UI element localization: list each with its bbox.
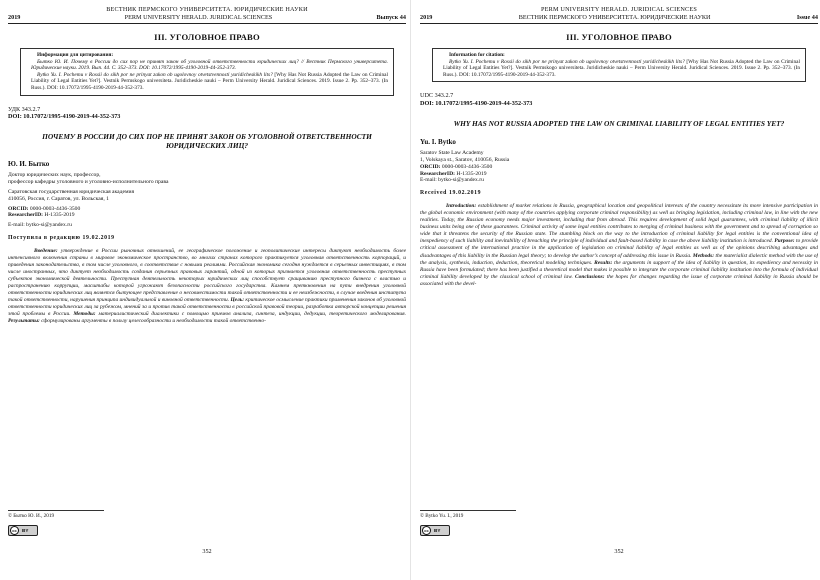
abstract-goal-label: Цель:	[230, 297, 245, 304]
abstract	[8, 248, 406, 326]
running-head-issue: Issue 44	[796, 14, 818, 21]
researcher-id-line: ResearcherID: H-1335-2019	[420, 170, 487, 177]
cc-by-label: BY	[434, 527, 441, 533]
abstract	[420, 203, 818, 288]
abstract-results: сформулированы аргументы в пользу целесообразности и необходимости такой ответственно-	[41, 318, 266, 325]
author-name: Ю. И. Бытко	[8, 160, 50, 169]
page-gutter	[410, 0, 411, 580]
citation-box-title: Information for citation:	[449, 52, 505, 58]
received-date: Поступила в редакцию 19.02.2019	[8, 234, 115, 241]
abstract-results-label: Results:	[594, 259, 613, 266]
footnote	[8, 510, 406, 536]
abstract-results: the arguments in support of the idea of liability in question, its expediency and necessity in Russia have been formulated; there has been justified a theoretical model that makes it possible to integrate the corporate criminal liability institution into the formula of individual criminal liability developed by the classical school of criminal law.	[420, 259, 818, 280]
abstract-goal: критическое осмысление практики применения законов об уголовной ответственности юридических лиц за рубежом, мнений за и против такой ответственности в российской правовой теории, разработка авторской концепции решения этой проблемы в России.	[8, 297, 406, 318]
citation-box	[20, 48, 394, 96]
running-head-issue: Выпуск 44	[376, 14, 406, 21]
orcid-line: ORCID: 0000-0003-4436-3500	[8, 205, 81, 212]
page-right-english	[420, 6, 818, 576]
footnote-rule	[420, 510, 516, 511]
author-position: профессор кафедры уголовного и уголовно-исполнительного права	[8, 179, 169, 186]
running-head-line	[420, 14, 818, 24]
cc-icon: cc	[422, 526, 431, 535]
citation-en: Bytko Yu. I. Pochemu v Rossii do sikh por ne prinyat zakon ob ugolovnoy otvetstvennosti yuridicheskikh lits? [Why Has Not Russia Adopted the Law on Criminal Liability of Legal Entities Yet?]. Vestnik Permskogo universiteta. Juridicheskie nauki – Perm University Herald. Juridical Sciences. 2019. Issue 2. Pp. 352–373. (In Russ.). DOI: 10.17072/1995-4190-2019-44-352-373.	[31, 71, 388, 91]
author-degree: Доктор юридических наук, профессор,	[8, 172, 101, 179]
author-organization: Saratov State Law Academy	[420, 150, 484, 157]
abstract-results-label: Результаты:	[8, 318, 40, 325]
email-line: E-mail: bytko-si@yandex.ru	[8, 222, 72, 229]
abstract-intro: утверждение в России рыночных отношений, ее географическое положение и геополитические интересы диктуют необходимость более интенсивного включения страны в мировое экономическое пространство, во многих странах которого практикуется уголовная ответственность корпораций, и приведения законодательства, в том числе уголовного, в соответствие с новыми реалиями. Российская экономика сегодня нуждается в серьезных инвестициях, в том числе иностранных, что диктует необходимость создания серьезных правовых гарантий, одной из которых признается уголовная ответственность преступных субъектов экономической деятельности. Преступная деятельность некоторых юридических лиц способствует сращиванию преступного бизнеса с властью и распространению коррупции, масштабы которой угрожают безопасности российского государства. Камнем преткновения на пути внедрения уголовной ответственности юридических лиц является бытующее представление о несовместимости такой ответственности и ее неизбежности, в случае введения института такой ответственности, нарушения принципа индивидуальной и виновной ответственности.	[8, 247, 406, 304]
email-line: E-mail: bytko-si@yandex.ru	[420, 177, 484, 184]
page-left-russian	[8, 6, 406, 576]
received-date: Received 19.02.2019	[420, 190, 482, 197]
running-head-top: ВЕСТНИК ПЕРМСКОГО УНИВЕРСИТЕТА. ЮРИДИЧЕСКИЕ НАУКИ	[106, 6, 308, 13]
page-number: 352	[614, 548, 624, 555]
doi: DOI: 10.17072/1995-4190-2019-44-352-373	[420, 99, 533, 107]
author-organization: Саратовская государственная юридическая академия	[8, 188, 135, 195]
footnote-rule	[8, 510, 104, 511]
author-name: Yu. I. Bytko	[420, 138, 456, 147]
cc-by-label: BY	[22, 527, 29, 533]
abstract-purpose-label: Purpose:	[774, 238, 795, 245]
udc-code: УДК 343.2.7	[8, 105, 41, 113]
cc-license-badge[interactable]	[8, 525, 38, 536]
cc-icon: cc	[10, 526, 19, 535]
copyright-note: © Бытко Ю. И., 2019	[8, 512, 55, 519]
abstract-conclusions-label: Conclusions:	[574, 273, 605, 280]
doi: DOI: 10.17072/1995-4190-2019-44-352-373	[8, 112, 121, 120]
abstract-methods-label: Methods:	[692, 252, 715, 259]
citation-box-title: Информация для цитирования:	[37, 52, 114, 58]
running-head-journal: PERM UNIVERSITY HERALD. JURIDICAL SCIENCES	[124, 14, 273, 21]
running-head-journal: ВЕСТНИК ПЕРМСКОГО УНИВЕРСИТЕТА. ЮРИДИЧЕСКИЕ НАУКИ	[518, 14, 711, 21]
running-head-year: 2019	[8, 14, 21, 21]
abstract-methods-label: Методы:	[73, 311, 96, 318]
running-head-line	[8, 14, 406, 24]
section-heading: III. УГОЛОВНОЕ ПРАВО	[566, 32, 672, 42]
section-heading: III. УГОЛОВНОЕ ПРАВО	[154, 32, 260, 42]
udc-code: UDC 343.2.7	[420, 92, 454, 100]
citation-box	[432, 48, 806, 82]
abstract-intro-label: Введение:	[34, 247, 58, 254]
researcher-id-line: ResearcherID: H-1335-2019	[8, 212, 75, 219]
abstract-intro-label: Introduction:	[446, 203, 477, 210]
abstract-methods: материалистический диалектики с помощью приемов анализа, синтеза, индукции, дедукции, теоретического моделирования.	[98, 311, 406, 318]
abstract-conclusions: the hopes for changes regarding the issue of corporate criminal liability in Russia should be associated with the devel-	[420, 273, 818, 287]
orcid-line: ORCID: 0000-0003-4436-3500	[420, 163, 493, 170]
cc-license-badge[interactable]	[420, 525, 450, 536]
citation-en: Bytko Yu. I. Pochemu v Rossii do sikh por ne prinyat zakon ob ugolovnoy otvetstvennosti yuridicheskikh lits? [Why Has Not Russia Adopted the Law on Criminal Liability of Legal Entities Yet?]. Vestnik Permskogo universiteta. Juridicheskie nauki – Perm University Herald. Juridical Sciences. 2019. Issue 2. Pp. 352–373. (In Russ.). DOI: 10.17072/1995-4190-2019-44-352-373.	[443, 58, 800, 78]
author-affiliation	[8, 172, 406, 229]
running-head-year: 2019	[420, 14, 433, 21]
footnote	[420, 510, 818, 536]
article-title: WHY HAS NOT RUSSIA ADOPTED THE LAW ON CRIMINAL LIABILITY OF LEGAL ENTITIES YET?	[453, 119, 785, 129]
running-head-top: PERM UNIVERSITY HERALD. JURIDICAL SCIENCES	[541, 6, 697, 13]
article-title: ПОЧЕМУ В РОССИИ ДО СИХ ПОР НЕ ПРИНЯТ ЗАКОН ОБ УГОЛОВНОЙ ОТВЕТСТВЕННОСТИ ЮРИДИЧЕСКИХ ЛИЦ?	[42, 132, 372, 151]
author-address: 410056, Россия, г. Саратов, ул. Вольская, 1	[8, 195, 109, 202]
author-address: 1, Volskaya st., Saratov, 410056, Russia	[420, 156, 510, 163]
abstract-intro: establishment of market relations in Russia, geographical location and geopolitical interests of the country necessitate its more intensive participation in the global economic environment (with many of the countries applying corporate criminal responsibility) as well as bringing legislation, including criminal law, in line with the new realities. Today, the Russian economy needs major investment, including that from abroad. This requires development of solid legal guarantees, with criminal liability of illicit business units being one of these guarantees. Criminal activity of some legal entities contributes to merging of criminal business with the government and to spread of corruption so wide that it threatens the security of the Russian state. The stumbling block on the way to the introduction of criminal liability for legal entities is the conventional idea of inexpediency of such liability and inevitability of breaching the principle of individual and fault-based liability in case the above liability institution is introduced.	[420, 203, 818, 245]
abstract-methods: the materialist dialectic method with the use of the analysis, synthesis, induction, deduction, theoretical modeling techniques.	[420, 252, 818, 266]
abstract-purpose: to provide critical assessment of the international practice in the application of legislation on criminal liability of legal entities as well as of the opinions describing advantages and disadvantages of this liability in the Russian legal theory; to develop the author’s concept of addressing this issue in Russia.	[420, 238, 818, 259]
author-affiliation	[420, 150, 818, 184]
page-number: 352	[202, 548, 212, 555]
copyright-note: © Bytko Yu. I., 2019	[420, 512, 464, 519]
citation-ru: Бытко Ю. И. Почему в России до сих пор не принят закон об уголовной ответственности юридических лиц? // Вестник Пермского университета. Юридические науки. 2019. Вып. 44. С. 352–373. DOI: 10.17072/1995-4190-2019-44-352-373.	[31, 58, 388, 72]
